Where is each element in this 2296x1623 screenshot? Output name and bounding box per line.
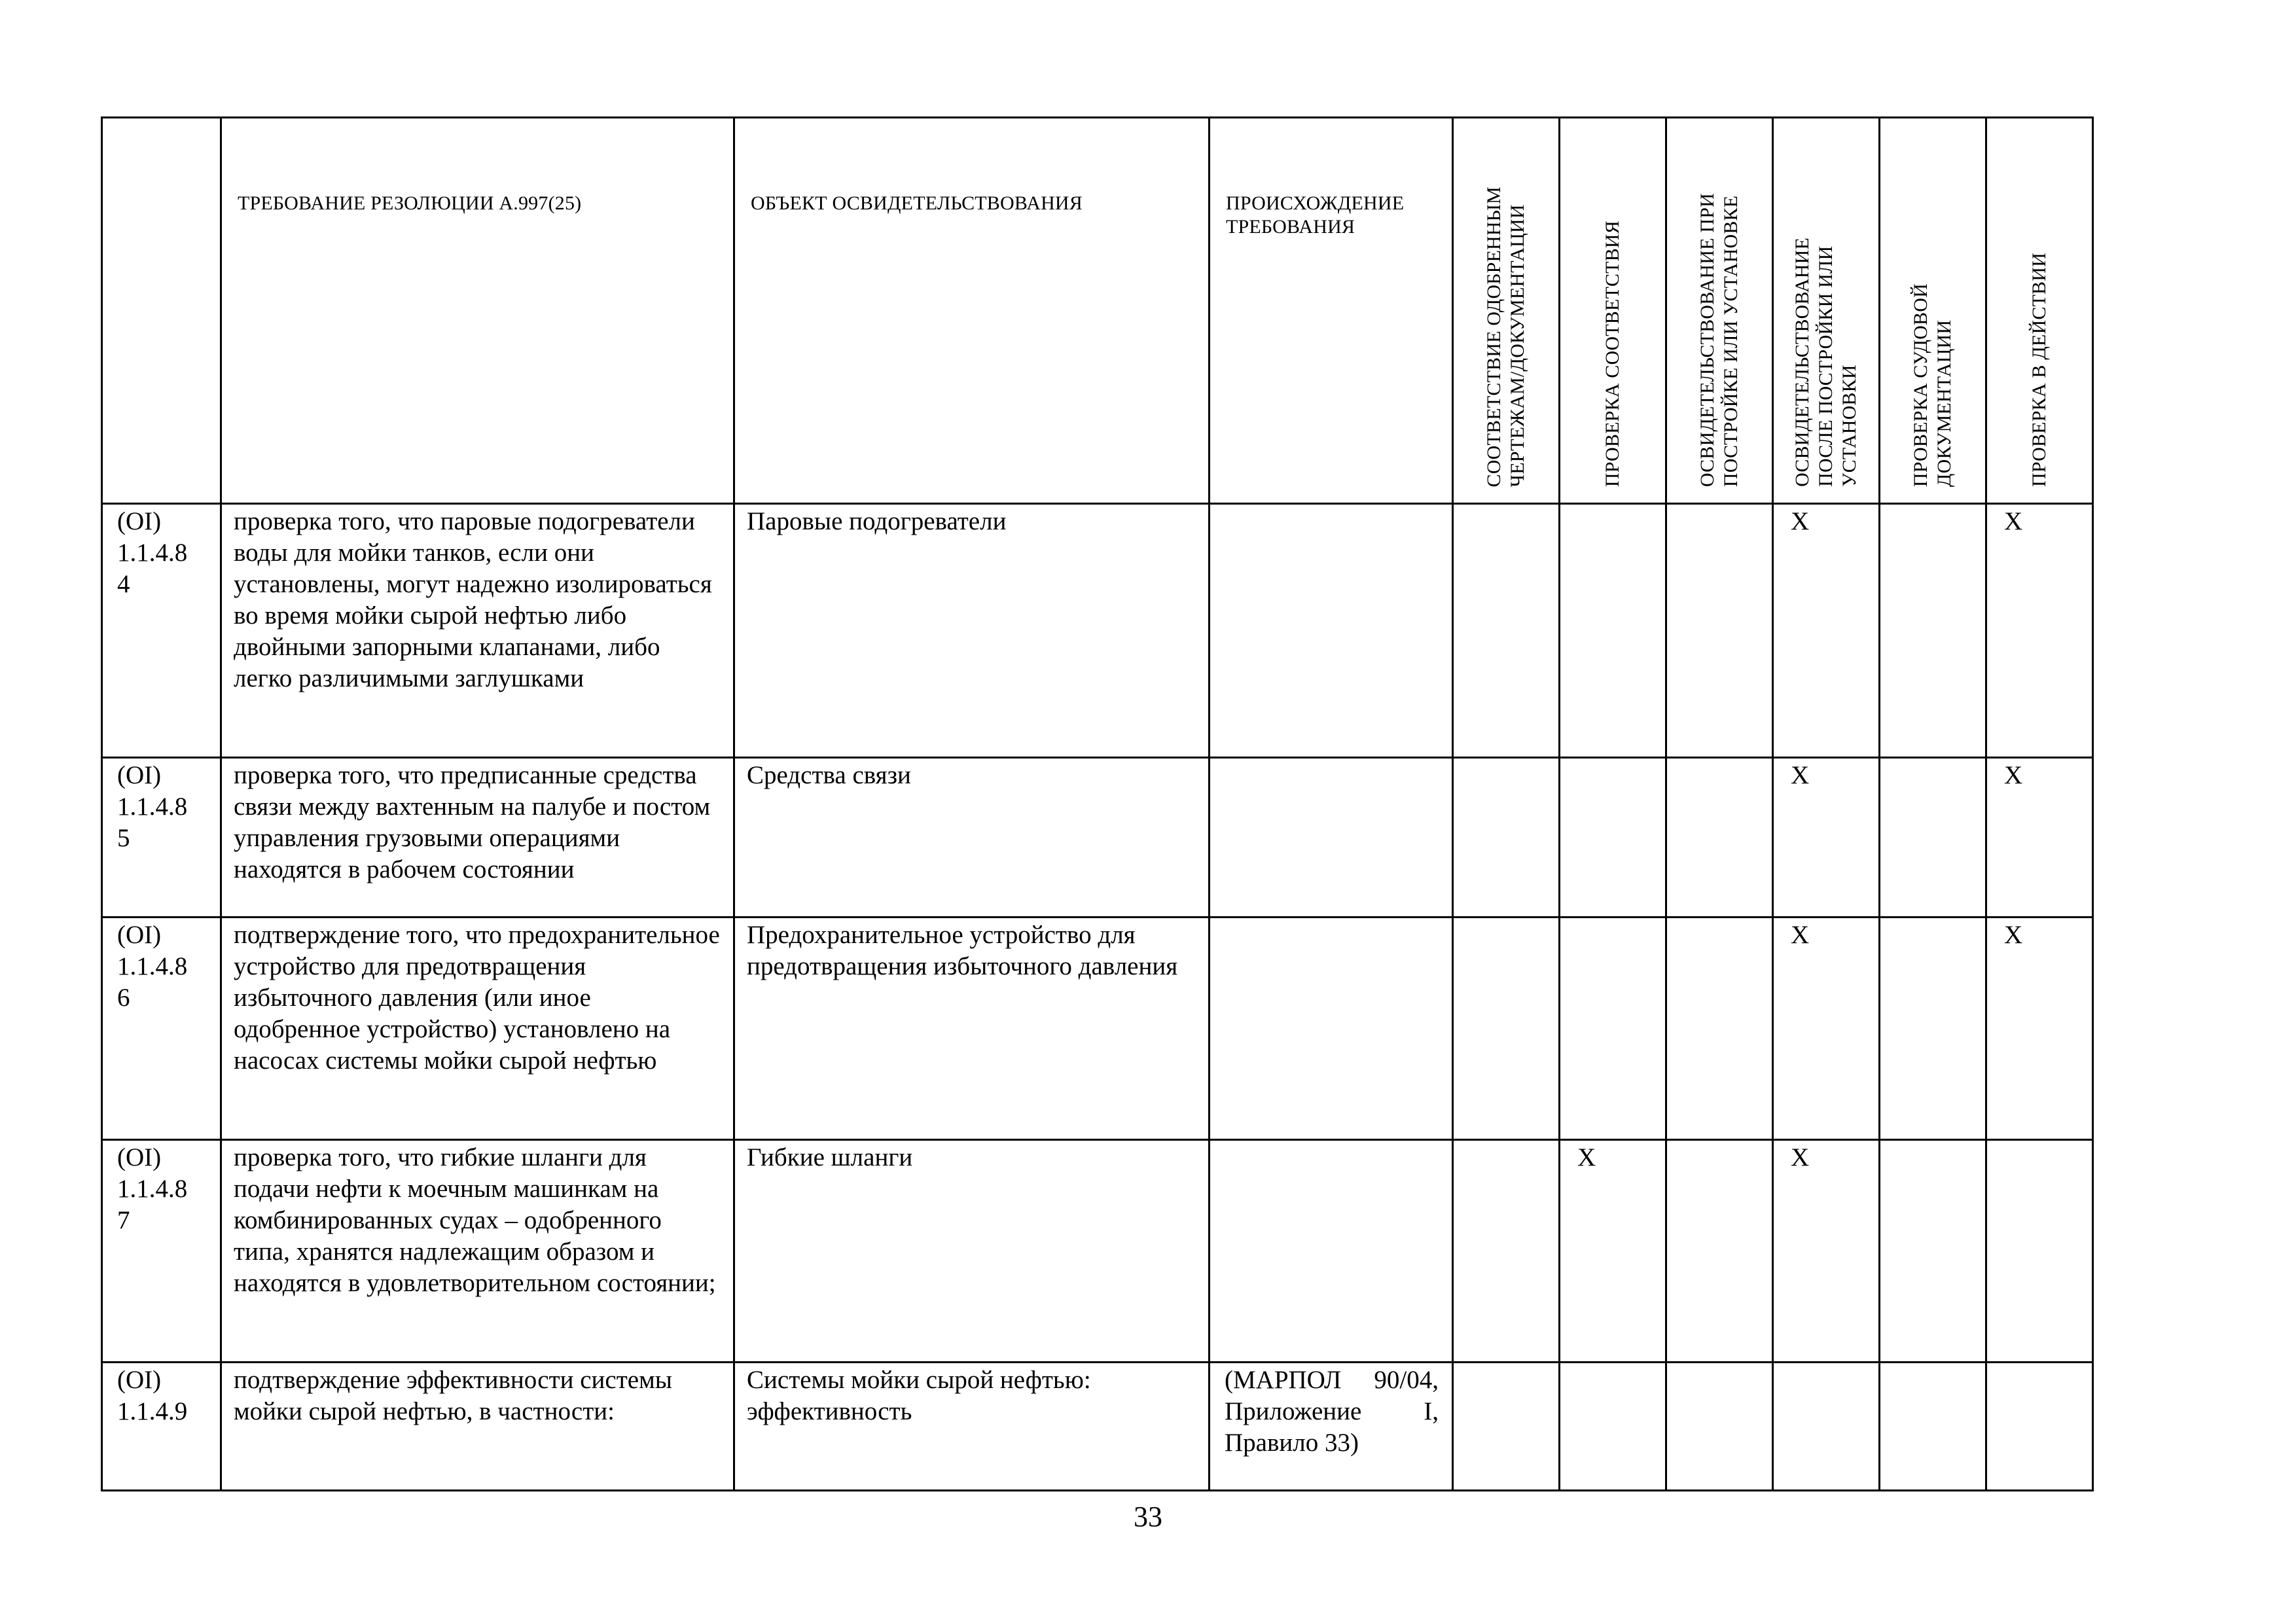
- row-origin: [1210, 504, 1453, 758]
- row-requirement: проверка того, что гибкие шланги для подачи нефти к моечным машинкам на комбинированных судах – одобренного типа, хранятся надлежащим образом и находятся в удовлетворительном состоянии;: [221, 1140, 734, 1363]
- row-requirement: проверка того, что паровые подогреватели воды для мойки танков, если они установлены, могут надежно изолироваться во время мойки сырой нефтью либо двойными запорными клапанами, либо легко различимыми заглушками: [221, 504, 734, 758]
- row-mark: [1560, 1363, 1666, 1491]
- row-mark: X: [1986, 504, 2093, 758]
- header-approved-drawings: СООТВЕТСТВИЕ ОДОБРЕННЫМ ЧЕРТЕЖАМ/ДОКУМЕНТАЦИИ: [1453, 118, 1560, 504]
- row-mark: X: [1773, 918, 1880, 1140]
- row-object: Средства связи: [734, 758, 1210, 918]
- header-operational-check: ПРОВЕРКА В ДЕЙСТВИИ: [1986, 118, 2093, 504]
- row-origin: [1210, 918, 1453, 1140]
- row-origin: [1210, 1140, 1453, 1363]
- header-ship-documentation-check: ПРОВЕРКА СУДОВОЙ ДОКУМЕНТАЦИИ: [1880, 118, 1986, 504]
- row-requirement: подтверждение эффективности системы мойки сырой нефтью, в частности:: [221, 1363, 734, 1491]
- header-survey-after-construction: ОСВИДЕТЕЛЬСТВОВАНИЕ ПОСЛЕ ПОСТРОЙКИ ИЛИ УСТАНОВКИ: [1773, 118, 1880, 504]
- row-mark: [1666, 1140, 1773, 1363]
- row-mark: [1666, 1363, 1773, 1491]
- table-row: [102, 1363, 2093, 1491]
- row-requirement: проверка того, что предписанные средства связи между вахтенным на палубе и постом управления грузовыми операциями находятся в рабочем состоянии: [221, 758, 734, 918]
- row-mark: [1453, 1140, 1560, 1363]
- row-origin: [1210, 758, 1453, 918]
- table-row: [102, 504, 2093, 758]
- row-mark: X: [1986, 758, 2093, 918]
- row-mark: [1560, 504, 1666, 758]
- row-mark: [1880, 758, 1986, 918]
- row-mark: [1666, 504, 1773, 758]
- row-id: (OI) 1.1.4.9: [102, 1363, 221, 1491]
- header-survey-during-construction: ОСВИДЕТЕЛЬСТВОВАНИЕ ПРИ ПОСТРОЙКЕ ИЛИ УСТАНОВКЕ: [1666, 118, 1773, 504]
- row-mark: [1880, 1363, 1986, 1491]
- row-mark: X: [1773, 758, 1880, 918]
- row-requirement: подтверждение того, что предохранительное устройство для предотвращения избыточного давления (или иное одобренное устройство) установлено на насосах системы мойки сырой нефтью: [221, 918, 734, 1140]
- header-id: [102, 118, 221, 504]
- row-mark: [1560, 758, 1666, 918]
- row-mark: [1453, 504, 1560, 758]
- row-mark: [1453, 1363, 1560, 1491]
- row-mark: [1880, 1140, 1986, 1363]
- row-id: (OI) 1.1.4.8 7: [102, 1140, 221, 1363]
- row-object: Системы мойки сырой нефтью: эффективность: [734, 1363, 1210, 1491]
- row-object: Предохранительное устройство для предотвращения избыточного давления: [734, 918, 1210, 1140]
- row-mark: [1880, 918, 1986, 1140]
- table-row: [102, 918, 2093, 1140]
- table-header-row: [102, 118, 2093, 504]
- table-row: [102, 758, 2093, 918]
- row-mark: [1560, 918, 1666, 1140]
- page-number: 33: [1134, 1501, 1162, 1533]
- row-mark: [1453, 758, 1560, 918]
- row-id: (OI) 1.1.4.8 4: [102, 504, 221, 758]
- header-requirement: ТРЕБОВАНИЕ РЕЗОЛЮЦИИ А.997(25): [221, 118, 734, 504]
- row-mark: X: [1986, 918, 2093, 1140]
- row-id: (OI) 1.1.4.8 6: [102, 918, 221, 1140]
- row-mark: [1880, 504, 1986, 758]
- row-mark: [1986, 1140, 2093, 1363]
- header-object: ОБЪЕКТ ОСВИДЕТЕЛЬСТВОВАНИЯ: [734, 118, 1210, 504]
- row-id: (OI) 1.1.4.8 5: [102, 758, 221, 918]
- header-origin: ПРОИСХОЖДЕНИЕ ТРЕБОВАНИЯ: [1210, 118, 1453, 504]
- row-mark: [1453, 918, 1560, 1140]
- row-mark: [1666, 758, 1773, 918]
- row-object: Паровые подогреватели: [734, 504, 1210, 758]
- row-object: Гибкие шланги: [734, 1140, 1210, 1363]
- table-row: [102, 1140, 2093, 1363]
- row-mark: X: [1773, 504, 1880, 758]
- row-origin: (МАРПОЛ 90/04, Приложение I, Правило 33): [1210, 1363, 1453, 1491]
- row-mark: [1986, 1363, 2093, 1491]
- row-mark: [1773, 1363, 1880, 1491]
- survey-table: [101, 116, 2094, 1491]
- row-mark: [1666, 918, 1773, 1140]
- row-mark: X: [1773, 1140, 1880, 1363]
- row-mark: X: [1560, 1140, 1666, 1363]
- header-compliance-check: ПРОВЕРКА СООТВЕТСТВИЯ: [1560, 118, 1666, 504]
